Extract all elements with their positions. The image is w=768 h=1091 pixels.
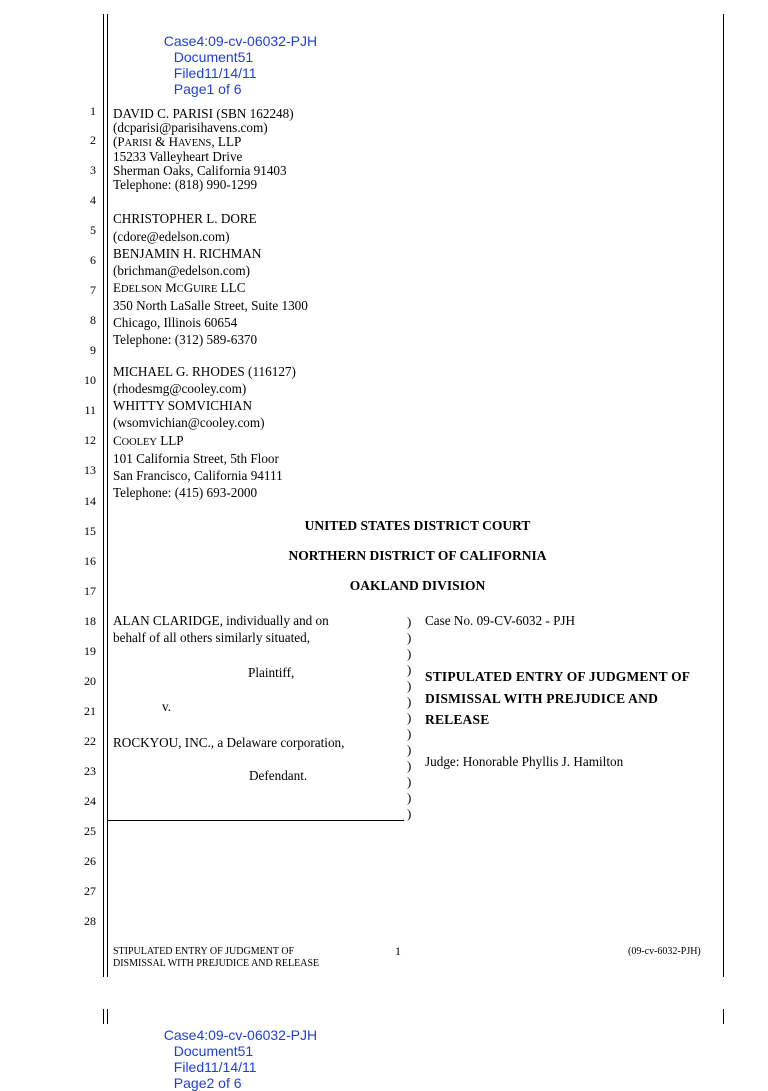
firm-city: San Francisco, California 94111: [113, 468, 283, 483]
firm-city: Sherman Oaks, California 91403: [113, 163, 287, 178]
attorney-email: (brichman@edelson.com): [113, 263, 251, 278]
versus: v.: [162, 699, 172, 714]
line-number: 14: [84, 494, 96, 508]
page2-left-rule-inner: [107, 1009, 108, 1024]
header-case-number: Case4:09-cv-06032-PJH: [163, 1027, 318, 1043]
attorney-email: (dcparisi@parisihavens.com): [113, 120, 268, 135]
line-number: 1: [90, 104, 96, 118]
header-filed-date: Filed11/14/11: [173, 65, 257, 81]
header-document: Document51: [173, 1043, 254, 1059]
judge: Judge: Honorable Phyllis J. Hamilton: [425, 754, 624, 769]
plaintiff-label: Plaintiff,: [248, 665, 295, 680]
firm-phone: Telephone: (818) 990-1299: [113, 177, 258, 192]
paren: ): [407, 662, 412, 677]
line-number: 3: [90, 163, 96, 177]
line-number: 2: [90, 133, 96, 147]
page2-left-rule-outer: [103, 1009, 104, 1024]
line-number: 6: [90, 253, 96, 267]
line-number: 28: [84, 914, 96, 928]
line-number: 13: [84, 463, 96, 477]
paren: ): [407, 790, 412, 805]
firm-city: Chicago, Illinois 60654: [113, 315, 238, 330]
firm-name: EDELSON MCGUIRE LLC: [113, 280, 246, 295]
line-number: 20: [84, 674, 96, 688]
line-number: 16: [84, 554, 96, 568]
firm-street: 350 North LaSalle Street, Suite 1300: [113, 298, 308, 313]
line-number: 11: [84, 403, 96, 417]
firm-phone: Telephone: (415) 693-2000: [113, 485, 258, 500]
court-name: UNITED STATES DISTRICT COURT: [304, 518, 531, 533]
line-number: 27: [84, 884, 96, 898]
court-division: OAKLAND DIVISION: [349, 578, 486, 593]
line-number: 12: [84, 433, 96, 447]
line-number: 22: [84, 734, 96, 748]
paren: ): [407, 758, 412, 773]
line-number: 18: [84, 614, 96, 628]
footer-page-number: 1: [395, 944, 401, 958]
attorney-name: MICHAEL G. RHODES (116127): [113, 364, 296, 379]
attorney-name: DAVID C. PARISI (SBN 162248): [113, 106, 294, 121]
right-margin-rule: [723, 14, 724, 977]
line-number: 9: [90, 343, 96, 357]
caption-underline: [108, 820, 404, 821]
paren: ): [407, 614, 412, 629]
line-number: 19: [84, 644, 96, 658]
line-number: 24: [84, 794, 96, 808]
paren: ): [407, 726, 412, 741]
firm-street: 101 California Street, 5th Floor: [113, 451, 279, 466]
attorney-name: WHITTY SOMVICHIAN: [113, 398, 253, 413]
header-filed-date: Filed11/14/11: [173, 1059, 257, 1075]
firm-phone: Telephone: (312) 589-6370: [113, 332, 258, 347]
defendant-label: Defendant.: [249, 768, 308, 783]
firm-name: COOLEY LLP: [113, 433, 184, 448]
defendant-name: ROCKYOU, INC., a Delaware corporation,: [113, 735, 345, 750]
line-number: 21: [84, 704, 96, 718]
line-number: 10: [84, 373, 96, 387]
footer-title-line: DISMISSAL WITH PREJUDICE AND RELEASE: [113, 958, 320, 969]
header-case-number: Case4:09-cv-06032-PJH: [163, 33, 318, 49]
paren: ): [407, 646, 412, 661]
paren: ): [407, 678, 412, 693]
document-title-line: RELEASE: [425, 712, 490, 727]
header-document: Document51: [173, 49, 254, 65]
line-number: 17: [84, 584, 96, 598]
line-number: 4: [90, 193, 96, 207]
line-number: 5: [90, 223, 96, 237]
paren: ): [407, 710, 412, 725]
court-district: NORTHERN DISTRICT OF CALIFORNIA: [288, 548, 547, 563]
line-number: 7: [90, 283, 96, 297]
paren: ): [407, 742, 412, 757]
plaintiff-name: ALAN CLARIDGE, individually and on: [113, 613, 329, 628]
line-number: 26: [84, 854, 96, 868]
line-number: 25: [84, 824, 96, 838]
footer-title-line: STIPULATED ENTRY OF JUDGMENT OF: [113, 946, 295, 957]
page-header: [156, 17, 317, 97]
footer-case-ref: (09-cv-6032-PJH): [628, 946, 701, 957]
document-title-line: DISMISSAL WITH PREJUDICE AND: [425, 691, 659, 706]
page2-header: [156, 1011, 317, 1091]
case-number: Case No. 09-CV-6032 - PJH: [425, 613, 576, 628]
firm-name: (PARISI & HAVENS, LLP: [113, 134, 242, 149]
firm-street: 15233 Valleyheart Drive: [113, 149, 243, 164]
paren: ): [407, 630, 412, 645]
attorney-email: (cdore@edelson.com): [113, 229, 230, 244]
header-page: Page2 of 6: [173, 1075, 242, 1091]
attorney-name: CHRISTOPHER L. DORE: [113, 211, 257, 226]
attorney-email: (wsomvichian@cooley.com): [113, 415, 265, 430]
page2-right-rule: [723, 1009, 724, 1024]
header-page: Page1 of 6: [173, 81, 242, 97]
line-number: 8: [90, 313, 96, 327]
paren: ): [407, 806, 412, 821]
line-number: 15: [84, 524, 96, 538]
document-title-line: STIPULATED ENTRY OF JUDGMENT OF: [425, 669, 691, 684]
plaintiff-description: behalf of all others similarly situated,: [113, 630, 311, 645]
attorney-name: BENJAMIN H. RICHMAN: [113, 246, 262, 261]
left-margin-rule-inner: [107, 14, 108, 977]
line-number: 23: [84, 764, 96, 778]
paren: ): [407, 694, 412, 709]
paren: ): [407, 774, 412, 789]
attorney-email: (rhodesmg@cooley.com): [113, 381, 247, 396]
left-margin-rule-outer: [103, 14, 104, 977]
